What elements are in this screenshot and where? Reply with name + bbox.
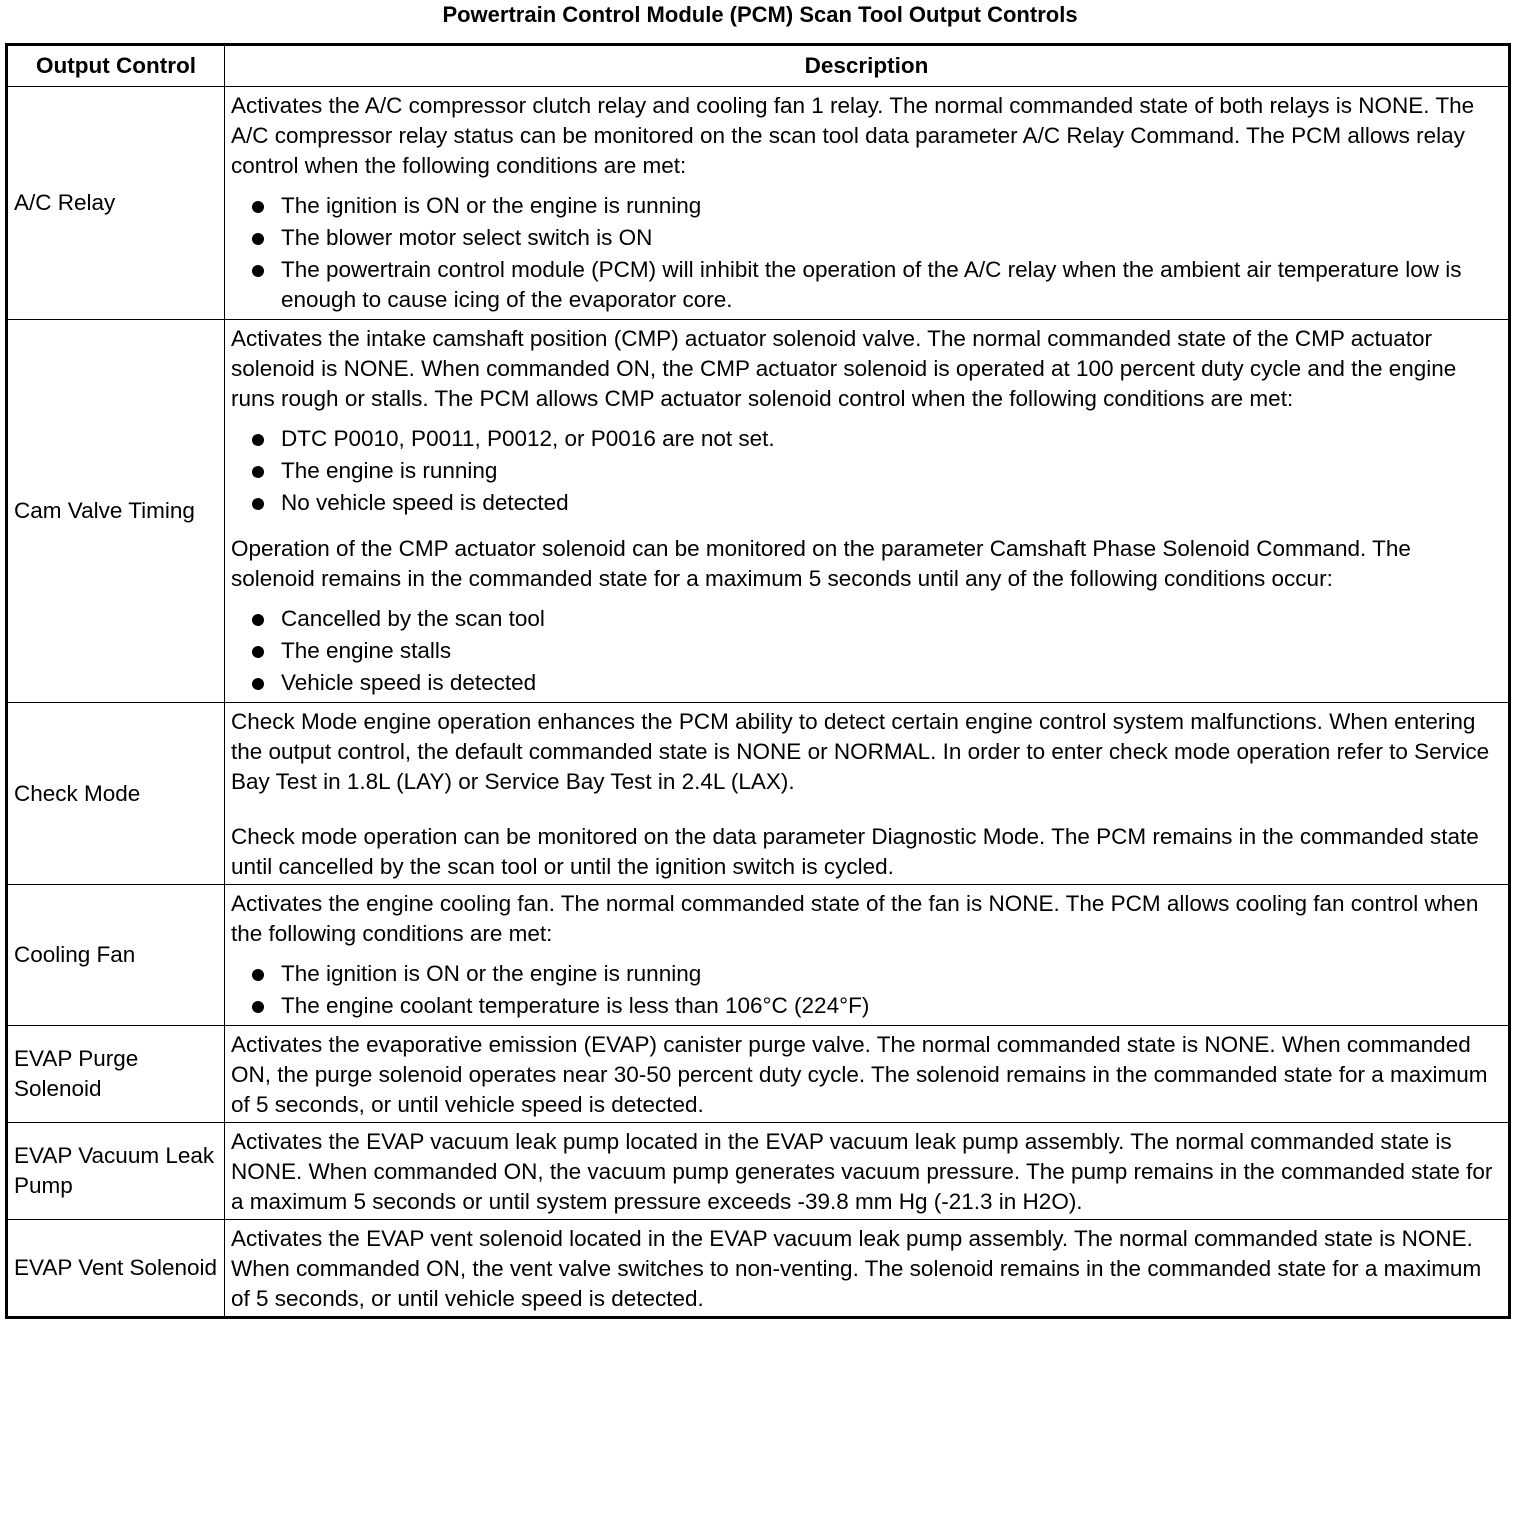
list-item-text: The ignition is ON or the engine is running (281, 193, 702, 218)
list-item-text: The powertrain control module (PCM) will inhibit the operation of the A/C relay when the ambient air temperature low is enough to cause icing of the evaporator core. (281, 257, 1462, 312)
list-item (231, 223, 1500, 253)
bullet-icon (252, 498, 264, 510)
bullet-icon (252, 1001, 264, 1013)
description-paragraph: Check Mode engine operation enhances the PCM ability to detect certain engine control system malfunctions. When entering the output control, the default commanded state is NONE or NORMAL. In order to enter check mode operation refer to Service Bay Test in 1.8L (LAY) or Service Bay Test in 2.4L (LAX). (231, 709, 1490, 794)
table-row (7, 703, 1510, 885)
condition-list (231, 959, 1500, 1021)
bullet-icon (252, 233, 264, 245)
description-cell (225, 1220, 1510, 1318)
table-row (7, 1123, 1510, 1220)
table-body (7, 87, 1510, 1318)
description-cell (225, 703, 1510, 885)
bullet-icon (252, 265, 264, 277)
output-control-cell: A/C Relay (7, 87, 225, 320)
description-paragraph: Activates the intake camshaft position (CMP) actuator solenoid valve. The normal commanded state of the CMP actuator solenoid is NONE. When commanded ON, the CMP actuator solenoid is operated at 100 percent duty cycle and the engine runs rough or stalls. The PCM allows CMP actuator solenoid control when the following conditions are met: (231, 326, 1457, 411)
description-paragraph: Check mode operation can be monitored on the data parameter Diagnostic Mode. The PCM remains in the commanded state until cancelled by the scan tool or until the ignition switch is cycled. (231, 824, 1479, 879)
bullet-icon (252, 678, 264, 690)
description-cell (225, 87, 1510, 320)
table-row (7, 1220, 1510, 1318)
bullet-icon (252, 434, 264, 446)
condition-list (231, 604, 1500, 698)
table-row (7, 885, 1510, 1026)
header-description: Description (225, 45, 1510, 87)
list-item (231, 604, 1500, 634)
list-item (231, 255, 1500, 315)
description-paragraph: Activates the evaporative emission (EVAP) canister purge valve. The normal commanded state is NONE. When commanded ON, the purge solenoid operates near 30-50 percent duty cycle. The solenoid remains in the commanded state for a maximum of 5 seconds, or until vehicle speed is detected. (231, 1032, 1488, 1117)
list-item-text: The engine is running (281, 458, 498, 483)
table-title: Powertrain Control Module (PCM) Scan Tool Output Controls (442, 2, 1078, 27)
description-cell (225, 320, 1510, 703)
bullet-icon (252, 646, 264, 658)
table-row (7, 87, 1510, 320)
description-paragraph: Activates the engine cooling fan. The normal commanded state of the fan is NONE. The PCM allows cooling fan control when the following conditions are met: (231, 891, 1479, 946)
output-control-cell: Cam Valve Timing (7, 320, 225, 703)
list-item (231, 991, 1500, 1021)
bullet-icon (252, 614, 264, 626)
output-control-cell: EVAP Vacuum Leak Pump (7, 1123, 225, 1220)
table-row (7, 320, 1510, 703)
output-control-cell: Check Mode (7, 703, 225, 885)
list-item-text: Cancelled by the scan tool (281, 606, 545, 631)
condition-list (231, 191, 1500, 315)
list-item-text: DTC P0010, P0011, P0012, or P0016 are not set. (281, 426, 775, 451)
description-cell (225, 1123, 1510, 1220)
list-item (231, 424, 1500, 454)
description-paragraph: Activates the EVAP vacuum leak pump located in the EVAP vacuum leak pump assembly. The normal commanded state is NONE. When commanded ON, the vacuum pump generates vacuum pressure. The pump remains in the commanded state for a maximum 5 seconds or until system pressure exceeds -39.8 mm Hg (-21.3 in H2O). (231, 1129, 1493, 1214)
list-item-text: The engine stalls (281, 638, 452, 663)
list-item (231, 636, 1500, 666)
description-paragraph: Activates the A/C compressor clutch relay and cooling fan 1 relay. The normal commanded state of both relays is NONE. The A/C compressor relay status can be monitored on the scan tool data parameter A/C Relay Command. The PCM allows relay control when the following conditions are met: (231, 93, 1475, 178)
list-item (231, 191, 1500, 221)
output-control-cell: EVAP Purge Solenoid (7, 1026, 225, 1123)
list-item-text: The blower motor select switch is ON (281, 225, 653, 250)
table-row (7, 1026, 1510, 1123)
condition-list (231, 424, 1500, 518)
list-item-text: Vehicle speed is detected (281, 670, 537, 695)
output-control-cell: Cooling Fan (7, 885, 225, 1026)
description-paragraph: Operation of the CMP actuator solenoid can be monitored on the parameter Camshaft Phase Solenoid Command. The solenoid remains in the commanded state for a maximum 5 seconds until any of the following conditions occur: (231, 536, 1411, 591)
list-item (231, 488, 1500, 518)
output-controls-table (5, 43, 1511, 1319)
bullet-icon (252, 201, 264, 213)
list-item (231, 668, 1500, 698)
description-cell (225, 885, 1510, 1026)
header-output-control: Output Control (7, 45, 225, 87)
list-item (231, 959, 1500, 989)
header-row (7, 45, 1510, 87)
list-item-text: The ignition is ON or the engine is running (281, 961, 702, 986)
description-cell (225, 1026, 1510, 1123)
bullet-icon (252, 969, 264, 981)
list-item-text: The engine coolant temperature is less than 106°C (224°F) (281, 993, 870, 1018)
output-control-cell: EVAP Vent Solenoid (7, 1220, 225, 1318)
description-paragraph: Activates the EVAP vent solenoid located in the EVAP vacuum leak pump assembly. The normal commanded state is NONE. When commanded ON, the vent valve switches to non-venting. The solenoid remains in the commanded state for a maximum of 5 seconds, or until vehicle speed is detected. (231, 1226, 1482, 1311)
list-item (231, 456, 1500, 486)
bullet-icon (252, 466, 264, 478)
list-item-text: No vehicle speed is detected (281, 490, 569, 515)
